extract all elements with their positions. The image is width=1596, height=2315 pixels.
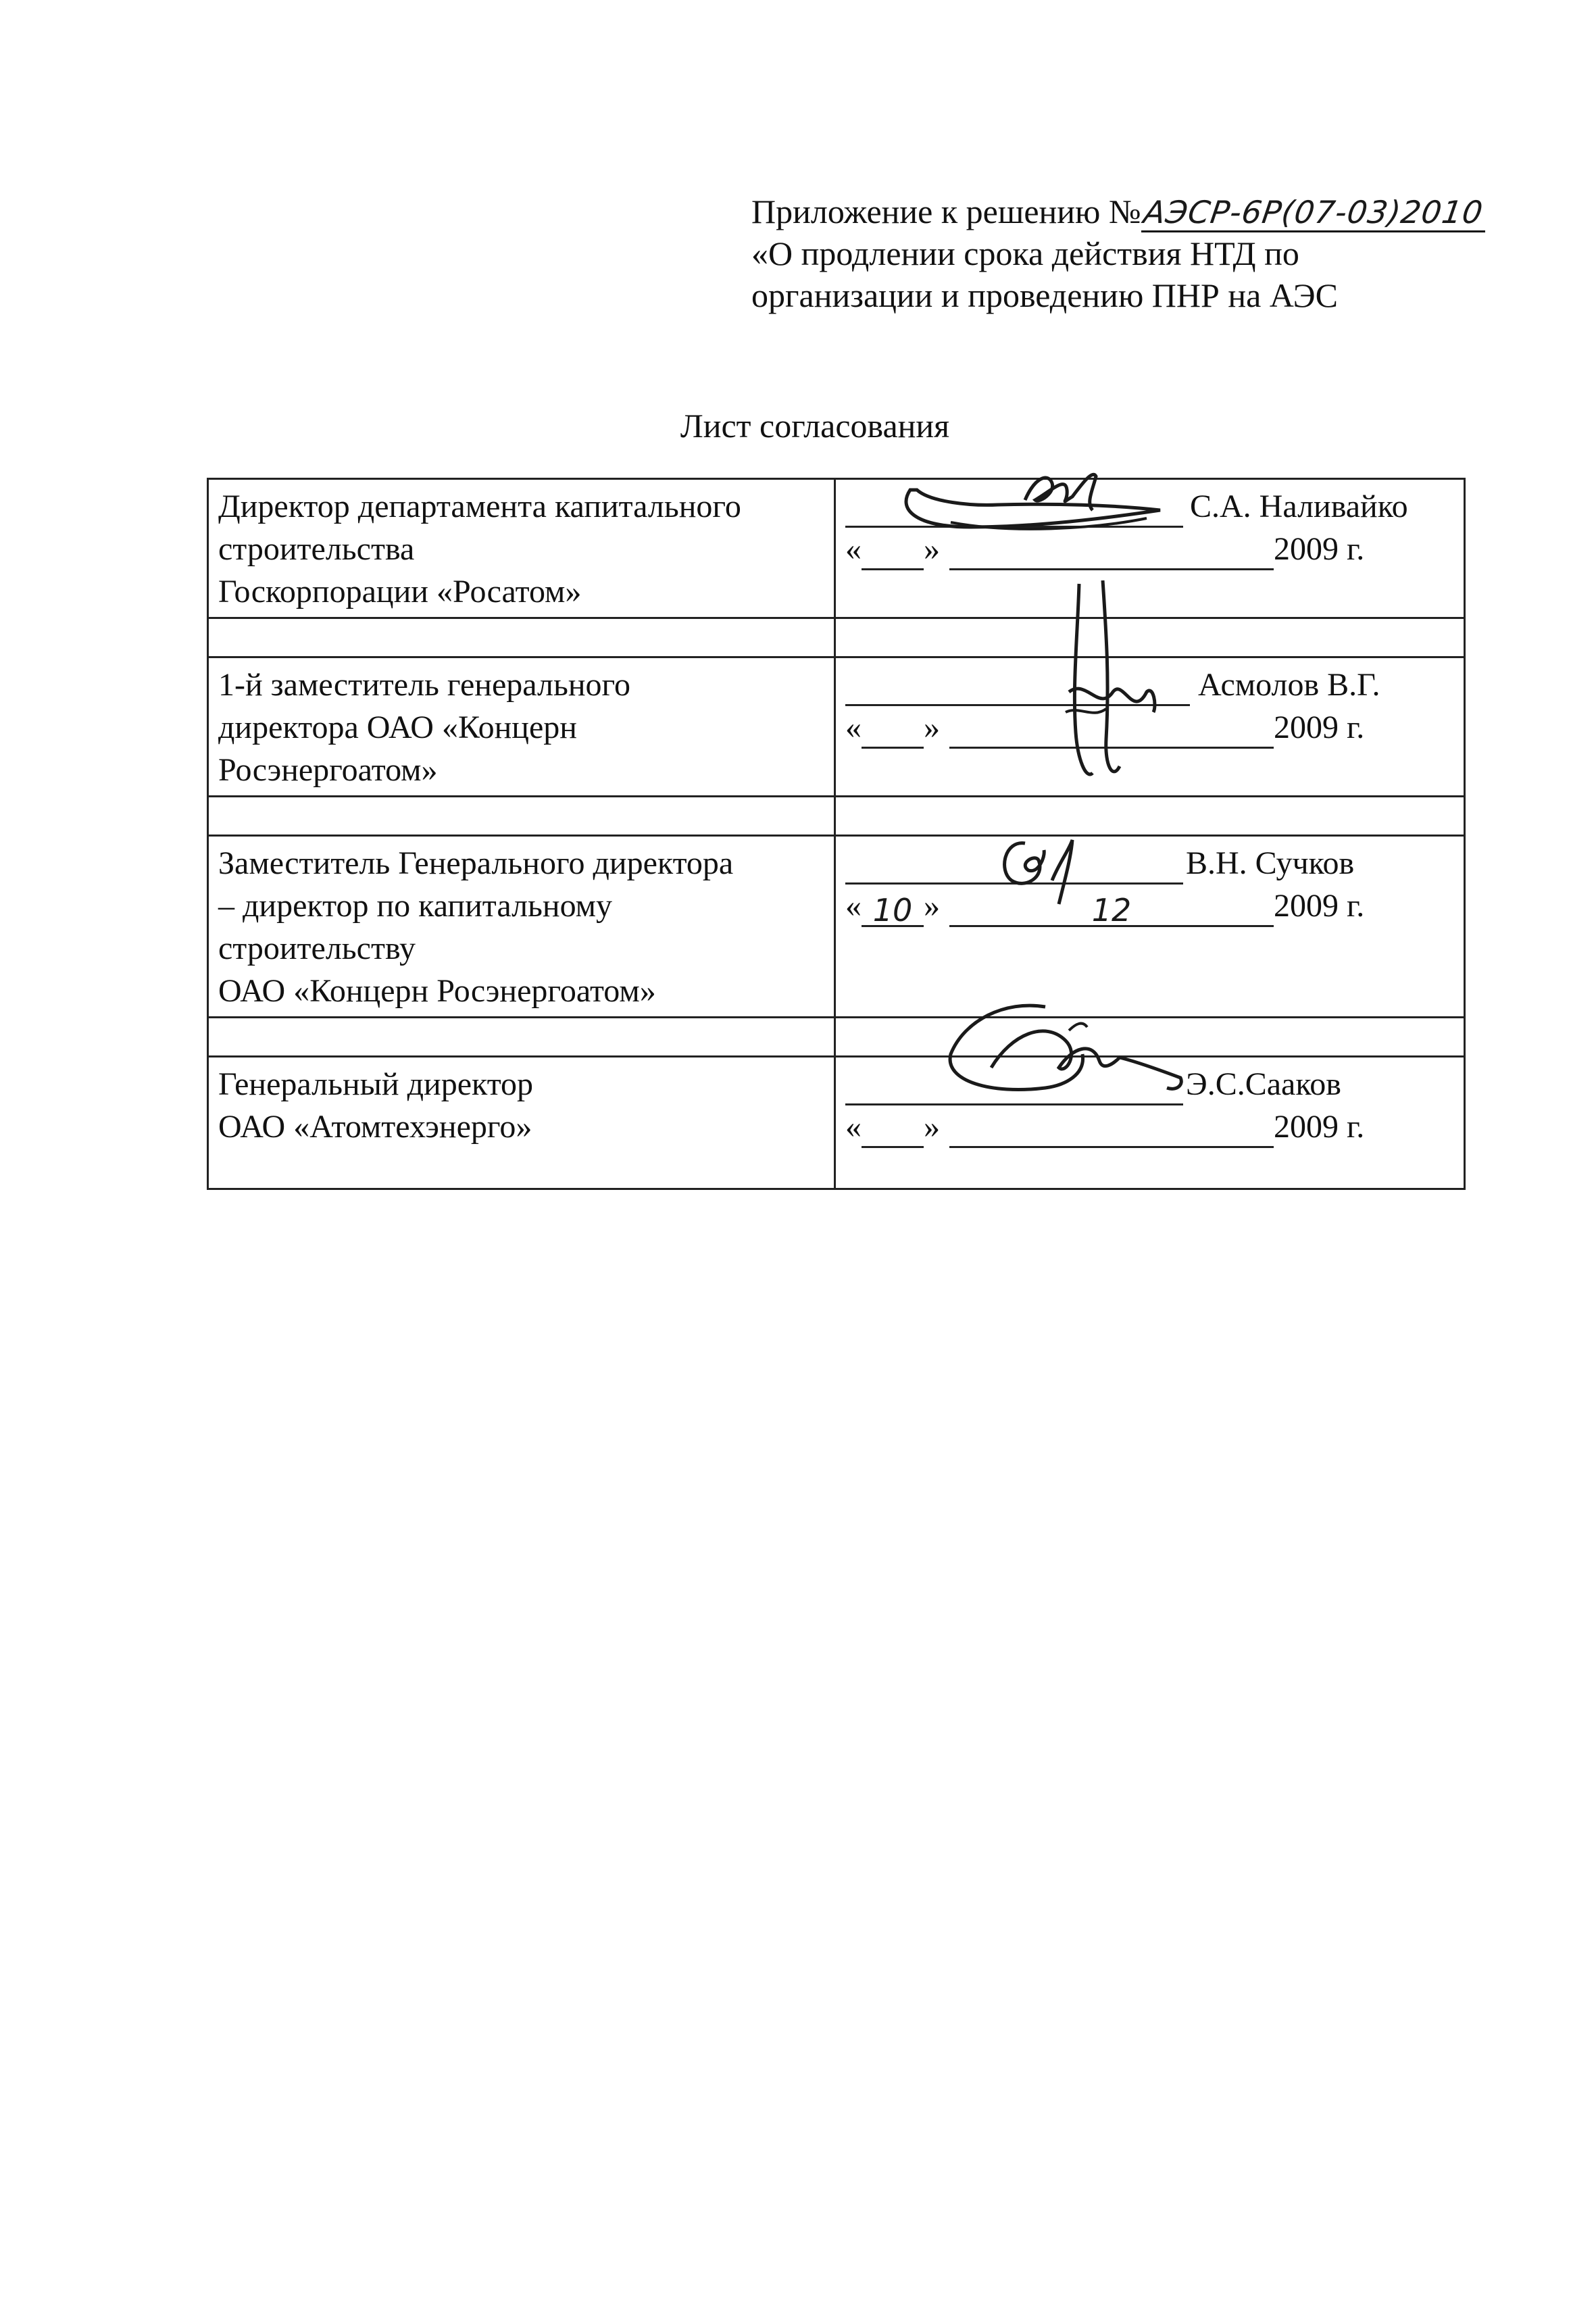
signature-cell xyxy=(835,836,1465,1018)
date-year: 2009 г. xyxy=(1274,1109,1365,1145)
date-month-field: 12 xyxy=(949,895,1274,927)
signer-name: Э.С.Сааков xyxy=(1186,1066,1341,1102)
appendix-header xyxy=(751,191,1528,316)
quote-close: » xyxy=(924,1109,940,1145)
signer-name: С.А. Наливайко xyxy=(1190,489,1408,524)
quote-close: » xyxy=(924,531,940,567)
spacer-cell xyxy=(835,797,1465,836)
signature-cell xyxy=(835,1057,1465,1189)
spacer-cell xyxy=(208,1018,835,1057)
date-line xyxy=(845,1105,1454,1148)
appendix-subject-line-2: организации и проведению ПНР на АЭС xyxy=(751,276,1338,314)
position-cell xyxy=(208,657,835,797)
date-month-field xyxy=(949,539,1274,570)
signature-blank xyxy=(845,1074,1183,1105)
approval-row xyxy=(208,479,1465,618)
date-month-field xyxy=(949,1116,1274,1148)
signature-blank xyxy=(845,853,1183,885)
signature-line xyxy=(845,1063,1454,1105)
position-cell xyxy=(208,836,835,1018)
position-cell xyxy=(208,479,835,618)
quote-close: » xyxy=(924,888,940,924)
appendix-subject-line-1: «О продлении срока действия НТД по xyxy=(751,234,1299,272)
date-year: 2009 г. xyxy=(1274,710,1365,745)
date-line xyxy=(845,885,1454,927)
date-year: 2009 г. xyxy=(1274,888,1365,924)
approval-row xyxy=(208,836,1465,1018)
spacer-row xyxy=(208,1018,1465,1057)
signer-name: В.Н. Сучков xyxy=(1186,845,1355,881)
signature-line xyxy=(845,664,1454,706)
signer-name: Асмолов В.Г. xyxy=(1198,667,1380,703)
appendix-reference-line xyxy=(751,191,1528,232)
signature-blank xyxy=(845,674,1190,706)
date-line xyxy=(845,528,1454,570)
date-day-field xyxy=(862,717,924,749)
decision-number-handwritten: АЭСР-6Р(07-03)2010 xyxy=(1141,194,1486,230)
signature-cell xyxy=(835,657,1465,797)
position-title: 1-й заместитель генерального директора ОАО «Концерн Росэнергоатом» xyxy=(218,667,631,788)
quote-open: « xyxy=(845,1109,862,1145)
spacer-cell xyxy=(835,1018,1465,1057)
date-year: 2009 г. xyxy=(1274,531,1365,567)
approval-row xyxy=(208,1057,1465,1189)
decision-number-field xyxy=(1141,193,1486,232)
position-title: Заместитель Генерального директора – директор по капитальному строительству ОАО «Концерн Росэнергоатом» xyxy=(218,845,734,1009)
signature-line xyxy=(845,842,1454,885)
position-title: Генеральный директор ОАО «Атомтехэнерго» xyxy=(218,1066,534,1145)
approval-row xyxy=(208,657,1465,797)
signature-cell xyxy=(835,479,1465,618)
position-cell xyxy=(208,1057,835,1189)
position-title: Директор департамента капитального строительства Госкорпорации «Росатом» xyxy=(218,489,741,609)
signature-blank xyxy=(845,496,1183,528)
spacer-row xyxy=(208,797,1465,836)
spacer-cell xyxy=(208,797,835,836)
date-day-field xyxy=(862,1116,924,1148)
quote-open: « xyxy=(845,710,862,745)
spacer-row xyxy=(208,618,1465,657)
signature-line xyxy=(845,485,1454,528)
date-day-field: 10 xyxy=(862,895,924,927)
date-line xyxy=(845,706,1454,749)
quote-close: » xyxy=(924,710,940,745)
date-month-field xyxy=(949,717,1274,749)
spacer-cell xyxy=(835,618,1465,657)
approval-table xyxy=(207,478,1466,1190)
appendix-prefix: Приложение к решению № xyxy=(751,193,1141,230)
quote-open: « xyxy=(845,531,862,567)
date-day-field xyxy=(862,539,924,570)
quote-open: « xyxy=(845,888,862,924)
sheet-title: Лист согласования xyxy=(680,407,950,445)
spacer-cell xyxy=(208,618,835,657)
